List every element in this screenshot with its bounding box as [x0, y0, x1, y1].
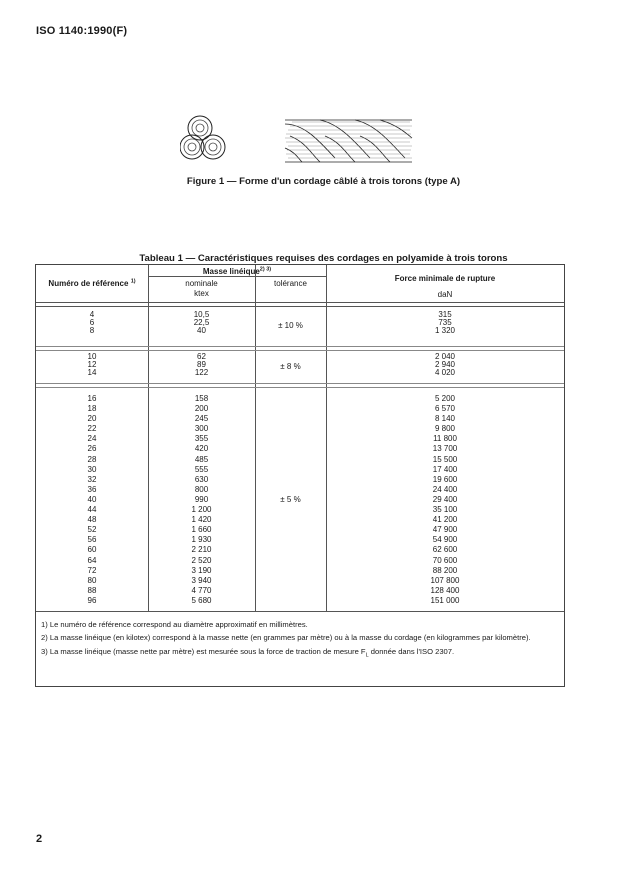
footnote-1: 1) Le numéro de référence correspond au diamètre approximatif en millimètres. — [41, 620, 308, 629]
group3-nominal: 158 200 245 300 355 420 485 555 630 800 990 1 200 1 420 1 660 1 930 2 210 2 520 3 190 3 940 4 770 5 680 — [191, 394, 212, 605]
group2-nominal: 62 89 122 — [194, 352, 209, 378]
group2-refs: 10 12 14 — [87, 352, 97, 378]
header-breaking-force: Force minimale de rupture — [394, 274, 496, 283]
header-force-unit: daN — [437, 290, 453, 299]
footnote-3: 3) La masse linéique (masse nette par mètre) est mesurée sous la force de traction de mesure $F_L$ donnée dans l'ISO 2307. — [41, 646, 455, 659]
rope-cross-section — [180, 116, 225, 159]
document-code: ISO 1140:1990(F) — [36, 25, 128, 37]
footnote-2: 2) La masse linéique (en kilotex) correspond à la masse nette (en grammes par mètre) ou à la masse du cordage (en kilogrammes par kilomètre). — [41, 633, 531, 643]
group3-refs: 16 18 20 22 24 26 28 30 32 36 40 44 48 52 56 60 64 72 80 88 96 — [87, 394, 97, 605]
header-tolerance: tolérance — [274, 279, 307, 288]
group3-tolerance: ± 5 % — [280, 495, 301, 504]
header-nominal: nominale — [185, 279, 218, 288]
group2-force: 2 040 2 940 4 020 — [434, 352, 456, 378]
rope-illustration — [180, 112, 420, 172]
figure-caption: Figure 1 — Forme d'un cordage câblé à trois torons (type A) — [186, 176, 461, 187]
table-caption: Tableau 1 — Caractéristiques requises des cordages en polyamide à trois torons — [139, 253, 508, 264]
characteristics-table — [35, 264, 565, 687]
group1-refs: 4 6 8 — [89, 310, 95, 336]
group1-nominal: 10,5 22,5 40 — [193, 310, 210, 336]
header-nominal-unit: ktex — [194, 289, 209, 298]
rope-side-view — [285, 120, 412, 162]
group3-force: 5 200 6 570 8 140 9 800 11 800 13 700 15 500 17 400 19 600 24 400 29 400 35 100 41 200 47 900 54 900 62 600 70 600 88 200 107 800 128 400 151 000 — [430, 394, 460, 605]
group1-force: 315 735 1 320 — [434, 310, 456, 336]
table-footnotes — [41, 620, 561, 664]
page-number: 2 — [36, 833, 43, 845]
group2-tolerance: ± 8 % — [280, 362, 301, 371]
header-linear-mass: Masse linéique$^{2) 3)}$ — [202, 266, 272, 276]
group1-tolerance: ± 10 % — [278, 321, 303, 330]
header-reference-number: Numéro de référence $^{1)}$ — [48, 278, 136, 288]
